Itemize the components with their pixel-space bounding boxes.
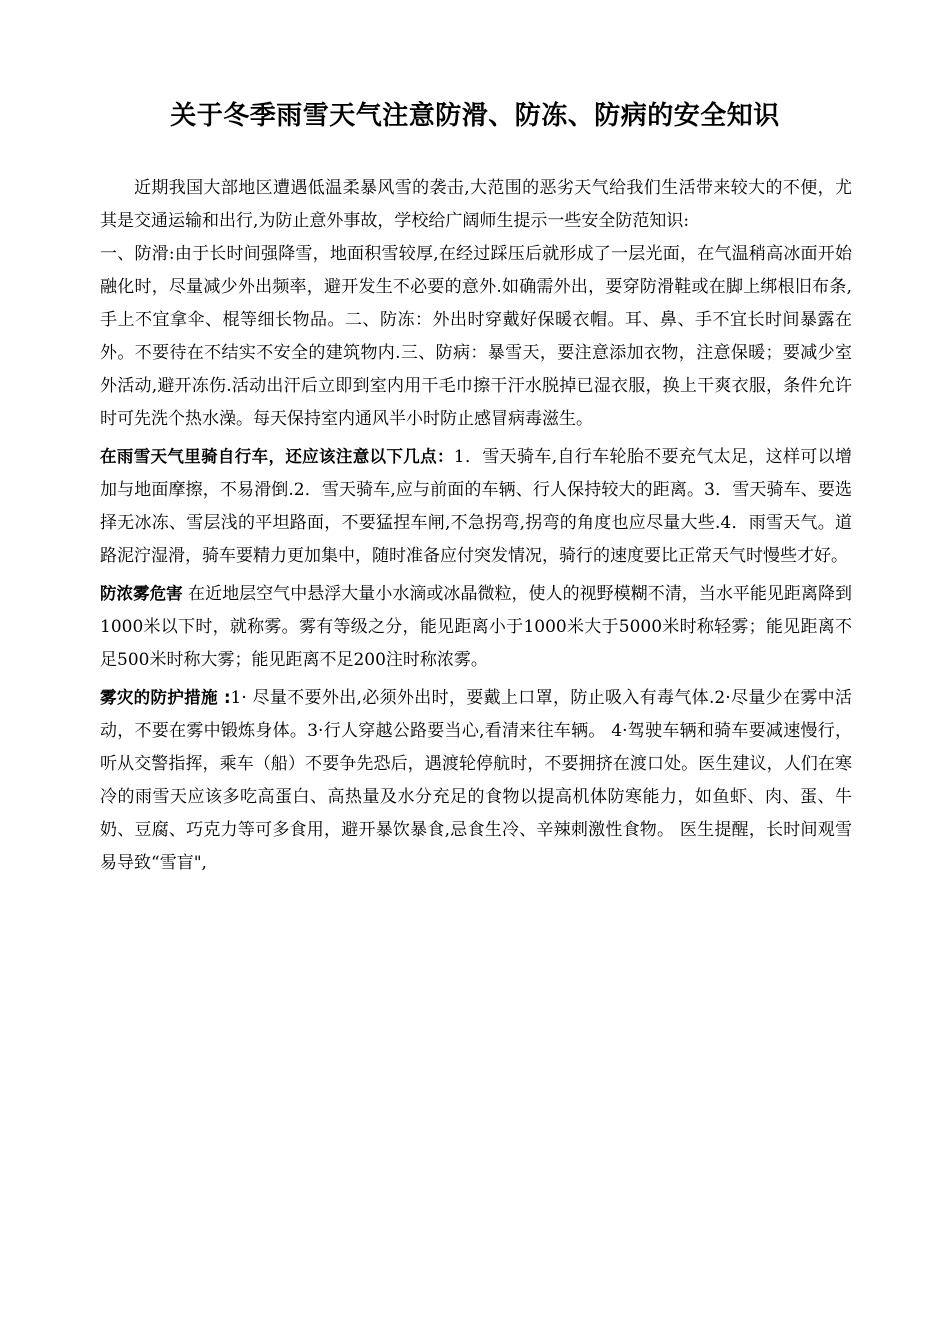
- document-body: [100, 172, 852, 880]
- cycling-text: 1．雪天骑车,自行车轮胎不要充气太足，这样可以增加与地面摩擦，不易滑倒.2．雪天骑车,应与前面的车辆、行人保持较大的距离。3．雪天骑车、要选择无冰冻、雪层浅的平坦路面，不要猛捏车闸,不急拐弯,拐弯的角度也应尽量大些.4．雨雪天气。道路泥泞湿滑，骑车要精力更加集中，随时准备应付突发情况，骑行的速度要比正常天气时慢些才好。: [100, 447, 853, 566]
- cycling-paragraph: [100, 440, 852, 573]
- fog-measures-heading: 雾灾的防护措施 :: [100, 688, 231, 707]
- fog-text: 在近地层空气中悬浮大量小水滴或冰晶微粒，使人的视野模糊不清，当水平能见距离降到1000米以下时，就称雾。雾有等级之分，能见距离小于1000米大于5000米时称轻雾；能见距离不足500米时称大雾；能见距离不足200注时称浓雾。: [100, 584, 852, 670]
- fog-measures-paragraph: [100, 681, 852, 880]
- fog-measures-text: 1· 尽量不要外出,必须外出时，要戴上口罩，防止吸入有毒气体.2·尽量少在雾中活动，不要在雾中锻炼身体。3·行人穿越公路要当心,看清来往车辆。 4·驾驶车辆和骑车要减速慢行，听从交警指挥，乘车（船）不要争先恐后，遇渡轮停航时，不要拥挤在渡口处。医生建议，人们在寒冷的雨雪天应该多吃高蛋白、高热量及水分充足的食物以提高机体防寒能力，如鱼虾、肉、蛋、牛奶、豆腐、巧克力等可多食用，避开暴饮暴食,忌食生冷、辛辣刺激性食物。 医生提醒，长时间观雪易导致“雪盲",: [100, 688, 852, 873]
- fog-heading: 防浓雾危害: [100, 584, 183, 603]
- document-title: 关于冬季雨雪天气注意防滑、防冻、防病的安全知识: [170, 101, 780, 131]
- fog-paragraph: [100, 577, 852, 677]
- intro-paragraph: 近期我国大部地区遭遇低温柔暴风雪的袭击,大范围的恶劣天气给我们生活带来较大的不便，尤其是交通运输和出行,为防止意外事故，学校给广阔师生提示一些安全防范知识:: [100, 178, 852, 231]
- slip-freeze-illness-paragraph: 一、防滑:由于长时间强降雪，地面积雪较厚,在经过踩压后就形成了一层光面，在气温稍高冰面开始融化时，尽量减少外出频率，避开发生不必要的意外.如确需外出，要穿防滑鞋或在脚上绑根旧布条,手上不宜拿伞、棍等细长物品。二、防冻：外出时穿戴好保暖衣帽。耳、鼻、手不宜长时间暴露在外。不要待在不结实不安全的建筑物内.三、防病：暴雪天，要注意添加衣物，注意保暖；要减少室外活动,避开冻伤.活动出汗后立即到室内用干毛巾擦干汗水脱掉已湿衣服，换上干爽衣服，条件允许时可先洗个热水澡。每天保持室内通风半小时防止感冒病毒滋生。: [100, 244, 852, 429]
- cycling-heading: 在雨雪天气里骑自行车，还应该注意以下几点：: [100, 447, 454, 466]
